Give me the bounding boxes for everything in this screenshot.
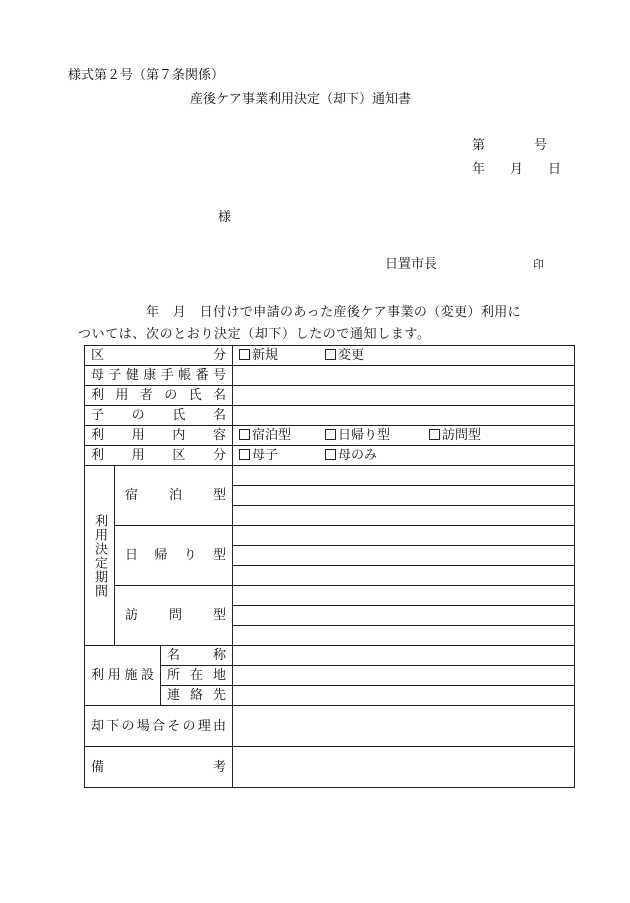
option-overnight[interactable]: 宿泊型: [239, 428, 325, 443]
row-period-visit-1: [85, 586, 575, 606]
document-number-label: 第: [472, 138, 486, 153]
row-service: [85, 426, 575, 446]
child-name-label: 子の氏名: [85, 406, 233, 426]
option-visit[interactable]: 訪問型: [429, 428, 481, 443]
category-label: 区分: [85, 346, 233, 366]
notice-line-2: ついては、次のとおり決定（却下）したので通知します。: [78, 327, 431, 342]
checkbox-icon[interactable]: [325, 429, 336, 440]
remarks-value[interactable]: [233, 747, 575, 788]
checkbox-icon[interactable]: [239, 429, 250, 440]
handbook-label: 母子健康手帳番号: [85, 366, 233, 386]
user-name-value[interactable]: [233, 386, 575, 406]
checkbox-icon[interactable]: [429, 429, 440, 440]
remarks-label: 備考: [85, 747, 233, 788]
row-remarks: [85, 747, 575, 788]
checkbox-icon[interactable]: [239, 349, 250, 360]
row-child-name: [85, 406, 575, 426]
facility-name-value[interactable]: [233, 646, 575, 666]
facility-label: 利用施設: [85, 646, 161, 706]
notice-body: [78, 302, 568, 346]
form-number: 様式第２号（第７条関係）: [68, 68, 225, 83]
service-label: 利用内容: [85, 426, 233, 446]
notice-line-1: 年 月 日付けで申請のあった産後ケア事業の（変更）利用に: [146, 305, 522, 320]
handbook-value[interactable]: [233, 366, 575, 386]
period-visit-line-3[interactable]: [233, 626, 575, 646]
seal-mark: 印: [533, 258, 544, 271]
service-options: [233, 426, 575, 446]
checkbox-icon[interactable]: [325, 449, 336, 460]
usage-category-label: 利用区分: [85, 446, 233, 466]
option-daytrip[interactable]: 日帰り型: [325, 428, 429, 443]
period-daytrip-line-3[interactable]: [233, 566, 575, 586]
row-facility-name: [85, 646, 575, 666]
row-period-overnight-1: [85, 466, 575, 486]
facility-contact-value[interactable]: [233, 686, 575, 706]
period-daytrip-line-2[interactable]: [233, 546, 575, 566]
document-number-suffix: 号: [534, 138, 548, 153]
period-daytrip-line-1[interactable]: [233, 526, 575, 546]
period-visit-line-1[interactable]: [233, 586, 575, 606]
row-usage-category: [85, 446, 575, 466]
facility-address-value[interactable]: [233, 666, 575, 686]
row-rejection-reason: [85, 706, 575, 747]
document-title: 産後ケア事業利用決定（却下）通知書: [190, 92, 412, 107]
checkbox-icon[interactable]: [325, 349, 336, 360]
period-label: 利用決定期間: [85, 466, 115, 646]
row-handbook: [85, 366, 575, 386]
decision-form-table: [84, 345, 575, 788]
period-type-visit: 訪問型: [115, 586, 233, 646]
option-mother-child[interactable]: 母子: [239, 448, 325, 463]
row-category: [85, 346, 575, 366]
period-overnight-line-1[interactable]: [233, 466, 575, 486]
issuer-name: 日置市長: [385, 257, 438, 272]
period-type-overnight: 宿泊型: [115, 466, 233, 526]
row-user-name: [85, 386, 575, 406]
addressee-suffix: 様: [218, 210, 232, 225]
issue-date: 年 月 日: [472, 162, 568, 177]
period-visit-line-2[interactable]: [233, 606, 575, 626]
rejection-reason-value[interactable]: [233, 706, 575, 747]
category-options: [233, 346, 575, 366]
option-change[interactable]: 変更: [325, 348, 364, 363]
row-period-daytrip-1: [85, 526, 575, 546]
option-new[interactable]: 新規: [239, 348, 325, 363]
facility-name-label: 名称: [161, 646, 233, 666]
rejection-reason-label: 却下の場合その理由: [85, 706, 233, 747]
facility-address-label: 所在地: [161, 666, 233, 686]
period-overnight-line-2[interactable]: [233, 486, 575, 506]
option-mother-only[interactable]: 母のみ: [325, 448, 377, 463]
checkbox-icon[interactable]: [239, 449, 250, 460]
period-overnight-line-3[interactable]: [233, 506, 575, 526]
facility-contact-label: 連絡先: [161, 686, 233, 706]
usage-category-options: [233, 446, 575, 466]
child-name-value[interactable]: [233, 406, 575, 426]
period-type-daytrip: 日帰り型: [115, 526, 233, 586]
user-name-label: 利用者の氏名: [85, 386, 233, 406]
